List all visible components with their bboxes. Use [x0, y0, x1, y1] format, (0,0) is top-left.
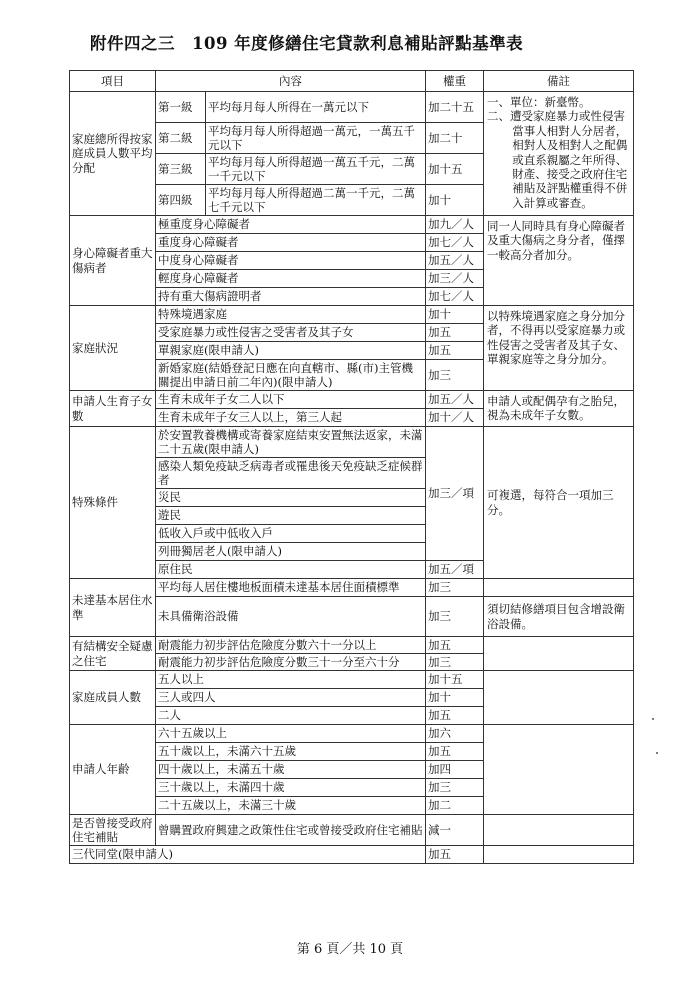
- table-row: [70, 92, 634, 123]
- row-content: 感染人類免疫缺乏病毒者或罹患後天免疫缺乏症候群者: [156, 458, 426, 489]
- row-content: 持有重大傷病證明者: [156, 288, 426, 306]
- row-content: 生育未成年子女二人以下: [156, 391, 426, 409]
- row-weight: 加四: [426, 761, 484, 779]
- row-weight: 減一: [426, 815, 484, 846]
- row-weight: 加六: [426, 725, 484, 743]
- header-note: 備註: [484, 71, 634, 92]
- row-content: 三人或四人: [156, 689, 426, 707]
- category-family-status: 家庭狀況: [70, 306, 156, 391]
- row-content: 三十歲以上，未滿四十歲: [156, 779, 426, 797]
- row-weight: 加十: [426, 306, 484, 324]
- row-weight: 加十: [426, 689, 484, 707]
- table-header-row: [70, 71, 634, 92]
- document-title: 附件四之三 109 年度修繕住宅貸款利息補貼評點基準表: [90, 34, 524, 53]
- row-weight: 加二: [426, 797, 484, 815]
- row-weight: 加三: [426, 597, 484, 637]
- row-content: 重度身心障礙者: [156, 234, 426, 252]
- row-content: 二人: [156, 707, 426, 725]
- row-weight: 加五: [426, 846, 484, 864]
- category-three-gen: 三代同堂(限申請人): [70, 846, 426, 864]
- page-number: 第 6 頁／共 10 頁: [296, 942, 404, 957]
- row-content: 生育未成年子女三人以上，第三人起: [156, 409, 426, 427]
- row-content: 耐震能力初步評估危險度分數三十一分至六十分: [156, 654, 426, 671]
- header-content: 內容: [156, 71, 426, 92]
- row-content: 平均每月每人所得超過一萬五千元，二萬一千元以下: [206, 154, 426, 185]
- table-row: [70, 391, 634, 409]
- header-weight: 權重: [426, 71, 484, 92]
- category-disability: 身心障礙者重大傷病者: [70, 216, 156, 306]
- level-label: 第二級: [156, 123, 206, 154]
- row-content: 未具備衛浴設備: [156, 597, 426, 637]
- category-age: 申請人年齡: [70, 725, 156, 815]
- category-special: 特殊條件: [70, 427, 156, 579]
- note-item: 一、單位：新臺幣。: [487, 95, 591, 109]
- row-weight: 加七／人: [426, 234, 484, 252]
- row-content: 特殊境遇家庭: [156, 306, 426, 324]
- table-row: [70, 306, 634, 324]
- row-weight: 加三／人: [426, 270, 484, 288]
- row-content: 輕度身心障礙者: [156, 270, 426, 288]
- row-content: 平均每月每人所得在一萬元以下: [206, 92, 426, 123]
- category-subsidy: 是否曾接受政府住宅補貼: [70, 815, 156, 846]
- note-empty: [484, 815, 634, 846]
- scan-speck: [656, 752, 658, 754]
- row-weight: 加九／人: [426, 216, 484, 234]
- category-living: 未達基本居住水準: [70, 579, 156, 637]
- row-weight: 加五: [426, 743, 484, 761]
- row-content: 五人以上: [156, 671, 426, 689]
- row-weight: 加三: [426, 654, 484, 671]
- row-content: 耐震能力初步評估危險度分數六十一分以上: [156, 637, 426, 654]
- row-content: 平均每人居住樓地板面積未達基本居住面積標準: [156, 579, 426, 597]
- category-seismic: 有結構安全疑慮之住宅: [70, 637, 156, 671]
- row-weight: 加五: [426, 707, 484, 725]
- rating-criteria-table: [69, 70, 634, 864]
- note-empty: [484, 671, 634, 725]
- category-children: 申請人生育子女數: [70, 391, 156, 427]
- table-row: [70, 846, 634, 864]
- table-row: [70, 725, 634, 743]
- row-content: 曾購置政府興建之政策性住宅或曾接受政府住宅補貼: [156, 815, 426, 846]
- row-weight: 加三: [426, 360, 484, 391]
- row-weight: 加五／人: [426, 391, 484, 409]
- level-label: 第一級: [156, 92, 206, 123]
- note-empty: [484, 846, 634, 864]
- row-content: 四十歲以上，未滿五十歲: [156, 761, 426, 779]
- row-weight: 加十五: [426, 671, 484, 689]
- category-members: 家庭成員人數: [70, 671, 156, 725]
- row-weight: 加五: [426, 637, 484, 654]
- note-empty: [484, 637, 634, 671]
- row-content: 平均每月每人所得超過一萬元，一萬五千元以下: [206, 123, 426, 154]
- row-weight: 加十五: [426, 154, 484, 185]
- row-weight: 加三: [426, 779, 484, 797]
- table-row: [70, 427, 634, 458]
- row-content: 極重度身心障礙者: [156, 216, 426, 234]
- row-content: 平均每月每人所得超過二萬一千元，二萬七千元以下: [206, 185, 426, 216]
- row-weight: 加十: [426, 185, 484, 216]
- row-content: 原住民: [156, 561, 426, 579]
- row-content: 列冊獨居老人(限申請人): [156, 543, 426, 561]
- note-empty: [484, 579, 634, 597]
- row-weight: 加三: [426, 579, 484, 597]
- note-living: 須切結修繕項目包含增設衛浴設備。: [484, 597, 634, 637]
- row-weight: 加二十五: [426, 92, 484, 123]
- row-content: 災民: [156, 489, 426, 507]
- row-content: 六十五歲以上: [156, 725, 426, 743]
- note-income: [484, 92, 634, 216]
- level-label: 第三級: [156, 154, 206, 185]
- note-children: 申請人或配偶孕有之胎兒，視為未成年子女數。: [484, 391, 634, 427]
- row-weight: 加五／人: [426, 252, 484, 270]
- table-row: [70, 815, 634, 846]
- row-weight: 加五: [426, 324, 484, 342]
- row-weight: 加七／人: [426, 288, 484, 306]
- scan-speck: [652, 718, 654, 720]
- row-weight: 加二十: [426, 123, 484, 154]
- table-row: [70, 216, 634, 234]
- note-item: 二、遭受家庭暴力或性侵害當事人相對人分居者，相對人及相對人之配偶或直系親屬之年所得、財產、接受之政府住宅補貼及評點權重得不併入計算或審查。: [487, 109, 628, 210]
- row-weight: 加五: [426, 342, 484, 360]
- row-weight: 加三／項: [426, 427, 484, 561]
- note-empty: [484, 725, 634, 815]
- row-content: 中度身心障礙者: [156, 252, 426, 270]
- table-row: [70, 671, 634, 689]
- note-special: 可複選，每符合一項加三分。: [484, 427, 634, 579]
- row-content: 遊民: [156, 507, 426, 525]
- header-item: 項目: [70, 71, 156, 92]
- table-row: [70, 579, 634, 597]
- row-content: 新婚家庭(結婚登記日應在向直轄市、縣(市)主管機關提出申請日前二年內)(限申請人): [156, 360, 426, 391]
- row-content: 於安置教養機構或寄養家庭結束安置無法返家，未滿二十五歲(限申請人): [156, 427, 426, 458]
- row-content: 二十五歲以上，未滿三十歲: [156, 797, 426, 815]
- row-content: 低收入戶或中低收入戶: [156, 525, 426, 543]
- row-content: 受家庭暴力或性侵害之受害者及其子女: [156, 324, 426, 342]
- table-row: [70, 637, 634, 654]
- row-weight: 加十／人: [426, 409, 484, 427]
- note-family-status: 以特殊境遇家庭之身分加分者，不得再以受家庭暴力或性侵害之受害者及其子女、單親家庭等之身分加分。: [484, 306, 634, 391]
- category-income: 家庭總所得按家庭成員人數平均分配: [70, 92, 156, 216]
- row-weight: 加五／項: [426, 561, 484, 579]
- row-content: 單親家庭(限申請人): [156, 342, 426, 360]
- level-label: 第四級: [156, 185, 206, 216]
- note-disability: 同一人同時具有身心障礙者及重大傷病之身分者，僅擇一較高分者加分。: [484, 216, 634, 306]
- row-content: 五十歲以上，未滿六十五歲: [156, 743, 426, 761]
